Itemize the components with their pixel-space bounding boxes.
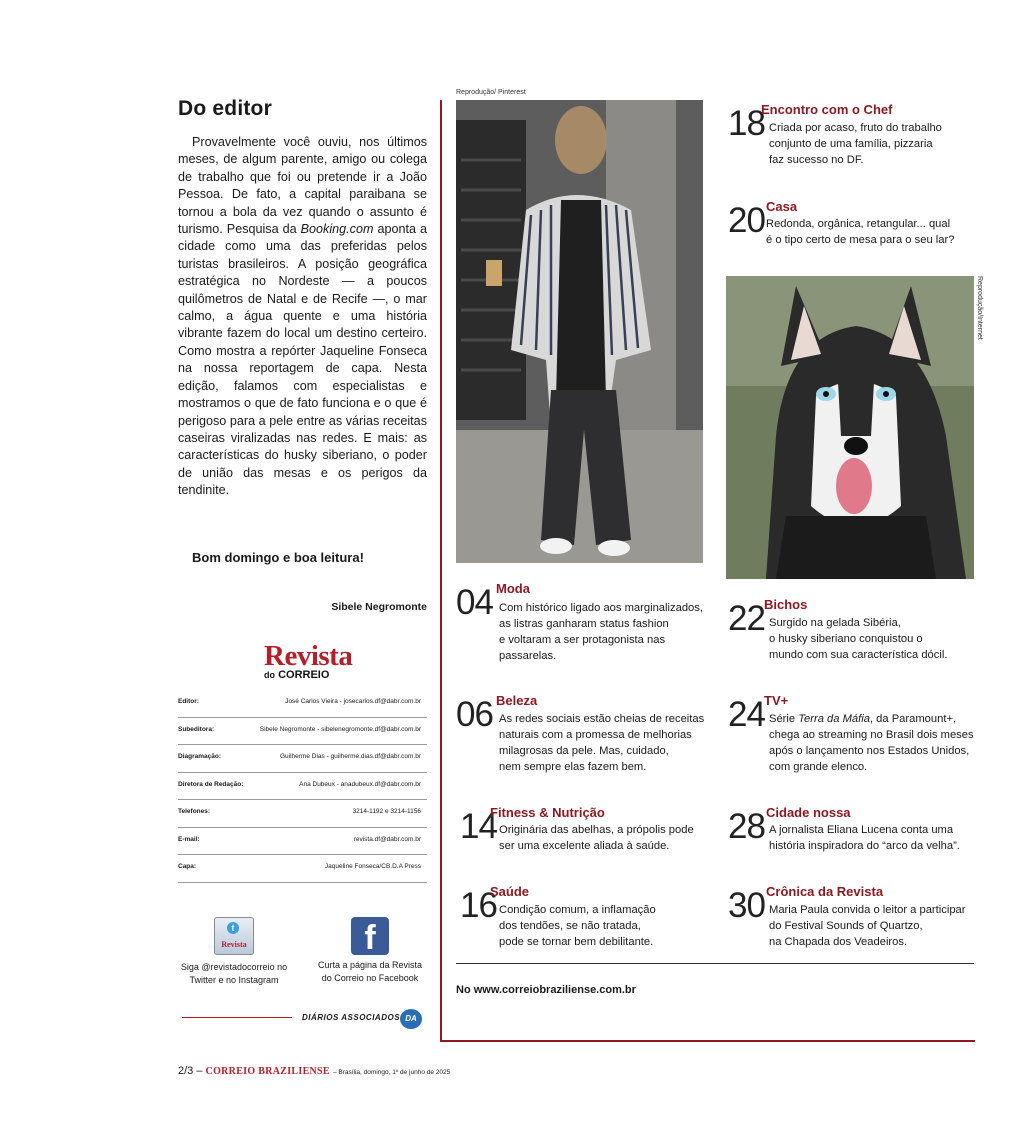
staff-row	[178, 690, 427, 718]
toc-desc-line: as listras ganharam status fashion	[499, 618, 669, 630]
staff-value: revista.df@dabr.com.br	[353, 835, 421, 843]
frame-left-border	[440, 100, 442, 1042]
editor-text-part-2: aponta a cidade como uma das preferidas pelos turistas brasileiros. A posição geográfica estratégica no Nordeste — a poucos quilômetros de Natal e de Recife —, o mar calmo, a água quente e uma história vibrante fazem do local um destino certeiro. Como mostra a repórter Jaqueline Fonseca na nossa reportagem de capa. Nesta edição, falamos com especialistas e mostramos o que de fato funciona e o que é perigoso para a pele entre as várias receitas caseiras viralizadas nas redes. E mais: as características do husky siberiano, o poder de união das mesas e os perigos da tendinite.	[178, 222, 427, 498]
staff-list	[178, 690, 427, 883]
toc-desc-line: ser uma excelente aliada à saúde.	[499, 840, 670, 852]
staff-value: Guilherme Dias - guilherme.dias.df@dabr.com.br	[280, 753, 421, 760]
staff-role: Editor:	[178, 698, 199, 705]
toc-description	[499, 711, 704, 775]
toc-section-title[interactable]: Cidade nossa	[766, 805, 851, 820]
toc-desc-line: Com histórico ligado aos marginalizados,	[499, 602, 703, 614]
staff-row	[178, 745, 427, 773]
toc-entry[interactable]	[460, 805, 720, 859]
editor-text-part-1: Provavelmente você ouviu, nos últimos meses, de algum parente, amigo ou colega de trabalho que foi ou pretende ir a João Pessoa. De fato, a capital paraibana se tornou a bola da vez quando o assunto é turismo. Pesquisa da	[178, 135, 427, 237]
toc-description	[769, 711, 974, 775]
toc-description	[769, 120, 942, 168]
staff-role: Capa:	[178, 863, 197, 870]
toc-desc-line: dos tendões, se não tratada,	[499, 920, 641, 932]
husky-photo	[726, 276, 974, 579]
toc-desc-pre: Série	[769, 713, 799, 725]
staff-role: Diagramação:	[178, 753, 221, 760]
toc-page-number: 18	[728, 104, 765, 143]
staff-value: Jaqueline Fonseca/CB.D.A Press	[324, 863, 421, 870]
page-numbers: 2/3	[178, 1065, 194, 1077]
staff-row	[178, 718, 427, 746]
twitter-icon[interactable]	[214, 917, 254, 955]
toc-desc-line: Condição comum, a inflamação	[499, 904, 656, 916]
toc-desc-post: , da Paramount+,	[869, 713, 957, 725]
toc-desc-line: pode se tornar bem debilitante.	[499, 936, 654, 948]
fashion-photo	[456, 100, 703, 563]
toc-desc-show-title: Terra da Máfia	[798, 713, 870, 725]
toc-desc-line: chega ao streaming no Brasil dois meses	[769, 729, 974, 741]
toc-section-title[interactable]: Beleza	[496, 693, 538, 708]
revista-do-correio-logo	[262, 641, 352, 689]
toc-section-title[interactable]: Crônica da Revista	[766, 884, 884, 899]
editor-title: Do editor	[178, 97, 272, 120]
staff-row	[178, 855, 427, 883]
footer-date: – Brasília, domingo, 1º de junho de 2025	[332, 1069, 451, 1076]
staff-value: 3214-1192 e 3214-1156	[352, 808, 421, 815]
editor-text-booking: Booking.com	[300, 222, 374, 237]
twitter-promo[interactable]	[178, 917, 290, 987]
toc-description	[769, 615, 947, 663]
fashion-photo-illustration	[456, 100, 703, 563]
toc-page-number: 14	[460, 807, 497, 846]
toc-desc-line: do Festival Sounds of Quartzo,	[769, 920, 923, 932]
toc-description	[499, 600, 703, 664]
toc-section-title[interactable]: Saúde	[490, 884, 530, 899]
editor-closing: Bom domingo e boa leitura!	[192, 550, 364, 565]
staff-row	[178, 800, 427, 828]
toc-page-number: 20	[728, 201, 765, 240]
staff-row	[178, 773, 427, 801]
frame-bottom-border	[440, 1040, 975, 1042]
toc-desc-line: naturais com a promessa de melhorias	[499, 729, 692, 741]
toc-desc-line: Redonda, orgânica, retangular... qual	[766, 218, 951, 230]
toc-desc-line: Originária das abelhas, a própolis pode	[499, 824, 694, 836]
toc-entry[interactable]	[460, 884, 720, 952]
photo-credit: Reprodução/ Pinterest	[456, 89, 526, 96]
toc-desc-line: mundo com sua característica dócil.	[769, 649, 948, 661]
toc-desc-line: As redes sociais estão cheias de receitas	[499, 713, 705, 725]
toc-page-number: 16	[460, 886, 497, 925]
toc-desc-line: Criada por acaso, fruto do trabalho	[769, 122, 942, 134]
divider	[456, 963, 974, 964]
toc-description	[499, 902, 656, 950]
website-link[interactable]: No www.correiobraziliense.com.br	[456, 984, 636, 996]
staff-role: Diretora de Redação:	[178, 780, 244, 788]
footer-dash: –	[196, 1065, 203, 1077]
twitter-bird-icon: t	[227, 922, 239, 934]
staff-value: José Carlos Vieira - josecarlos.df@dabr.com.br	[285, 698, 421, 705]
toc-description	[769, 822, 960, 854]
toc-description	[769, 902, 966, 950]
toc-desc-line: e voltaram a ser protagonista nas	[499, 634, 666, 646]
toc-desc-line: com grande elenco.	[769, 761, 868, 773]
divider	[182, 1017, 292, 1018]
toc-entry[interactable]	[728, 884, 978, 952]
toc-page-number: 28	[728, 807, 765, 846]
toc-section-title[interactable]: TV+	[764, 693, 789, 708]
toc-desc-line: na Chapada dos Veadeiros.	[769, 936, 908, 948]
toc-section-title[interactable]: Casa	[766, 199, 798, 214]
facebook-text: Curta a página da Revista do Correio no Facebook	[317, 960, 423, 983]
toc-description	[499, 822, 694, 854]
toc-desc-line: conjunto de uma família, pizzaria	[769, 138, 933, 150]
toc-desc-line: é o tipo certo de mesa para o seu lar?	[766, 234, 955, 246]
logo-revista: Revista	[264, 640, 353, 672]
toc-page-number: 06	[456, 695, 493, 734]
editor-signature: Sibele Negromonte	[331, 601, 427, 613]
staff-value: Sibele Negromonte - sibelenegromonte.df@dabr.com.br	[259, 725, 421, 733]
toc-page-number: 24	[728, 695, 765, 734]
logo-do-correio	[264, 669, 329, 681]
toc-desc-line: nem sempre elas fazem bem.	[499, 761, 647, 773]
toc-entry[interactable]	[728, 199, 978, 253]
newspaper-name: CORREIO BRAZILIENSE	[205, 1066, 330, 1077]
toc-entry[interactable]	[456, 581, 716, 665]
editor-text	[178, 134, 427, 500]
toc-section-title[interactable]: Bichos	[764, 597, 808, 612]
toc-entry[interactable]	[456, 693, 716, 777]
diarios-associados-label: DIÁRIOS ASSOCIADOS	[302, 1013, 401, 1022]
toc-page-number: 30	[728, 886, 765, 925]
staff-value: Ana Dubeux - anadubeux.df@dabr.com.br	[299, 780, 421, 788]
page-footer	[178, 1065, 450, 1077]
staff-row	[178, 828, 427, 856]
staff-role: Telefones:	[178, 808, 211, 815]
toc-desc-line: história inspiradora do “arco da velha”.	[769, 840, 960, 852]
toc-entry[interactable]	[728, 597, 978, 665]
toc-entry[interactable]	[728, 805, 978, 859]
toc-description	[766, 216, 954, 248]
husky-photo-illustration	[726, 276, 974, 579]
toc-page-number: 04	[456, 583, 493, 622]
logo-correio: CORREIO	[278, 669, 330, 681]
diarios-associados-logo: DA	[400, 1009, 422, 1029]
twitter-text: Siga @revistadocorreio no Twitter e no Instagram	[180, 962, 288, 985]
toc-section-title[interactable]: Fitness & Nutrição	[490, 805, 605, 820]
photo-credit: Reprodução/Internet	[976, 276, 983, 340]
logo-do: do	[264, 670, 275, 680]
toc-desc-line	[769, 711, 974, 727]
toc-entry[interactable]	[728, 102, 978, 166]
toc-section-title[interactable]: Encontro com o Chef	[761, 102, 893, 117]
toc-desc-line: passarelas.	[499, 650, 557, 662]
facebook-promo[interactable]	[312, 917, 428, 985]
toc-entry[interactable]	[728, 693, 978, 777]
toc-desc-line: milagrosas da pele. Mas, cuidado,	[499, 745, 669, 757]
toc-section-title[interactable]: Moda	[496, 581, 530, 596]
toc-desc-line: após o lançamento nos Estados Unidos,	[769, 745, 970, 757]
toc-page-number: 22	[728, 599, 765, 638]
staff-role: Subeditora:	[178, 725, 215, 733]
facebook-icon[interactable]: f	[351, 917, 389, 955]
toc-desc-line: A jornalista Eliana Lucena conta uma	[769, 824, 954, 836]
toc-desc-line: Surgido na gelada Sibéria,	[769, 617, 901, 629]
toc-desc-line: o husky siberiano conquistou o	[769, 633, 923, 645]
twitter-icon-label: Revista	[221, 940, 247, 949]
toc-desc-line: Maria Paula convida o leitor a participar	[769, 904, 966, 916]
staff-role: E-mail:	[178, 835, 200, 843]
toc-desc-line: faz sucesso no DF.	[769, 154, 864, 166]
